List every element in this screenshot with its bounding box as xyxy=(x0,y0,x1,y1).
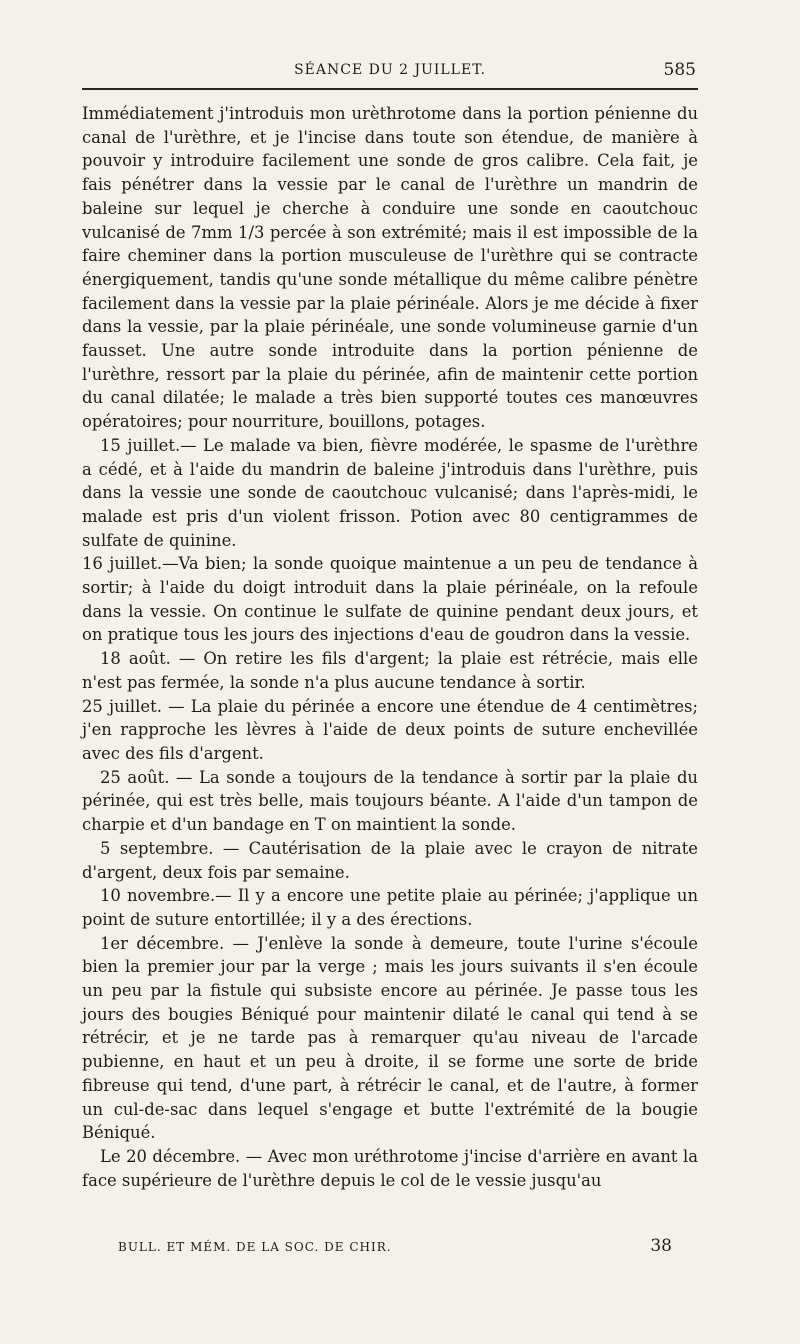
paragraph: 10 novembre.— Il y a encore une petite plaie au périnée; j'applique un point de suture entortillée; il y a des érections. xyxy=(82,886,698,929)
paragraph: 15 juillet.— Le malade va bien, fièvre modérée, le spasme de l'urèthre a cédé, et à l'aide du mandrin de baleine j'introduis dans l'urèthre, puis dans la vessie une sonde de caoutchouc vulcanisé; dans l'après-midi, le malade est pris d'un violent frisson. Potion avec 80 centigrammes de sulfate de quinine. xyxy=(82,435,698,550)
paragraph: Immédiatement j'introduis mon urèthrotome dans la portion pénienne du canal de l'urèthre, et je l'incise dans toute son étendue, de manière à pouvoir y introduire facilement une sonde de gros calibre. Cela fait, je fais pénétrer dans la vessie par le canal de l'urèthre un mandrin de baleine sur lequel je cherche à conduire une sonde en caoutchouc vulcanisé de 7mm 1/3 percée à son extrémité; mais il est impossible de la faire cheminer dans la portion musculeuse de l'urèthre qui se contracte énergiquement, tandis qu'une sonde métallique du même calibre pénètre facilement dans la vessie par la plaie périnéale. Alors je me décide à fixer dans la vessie, par la plaie périnéale, une sonde volumineuse garnie d'un fausset. Une autre sonde introduite dans la portion pénienne de l'urèthre, ressort par la plaie du périnée, afin de maintenir cette portion du canal dilatée; le malade a très bien supporté toutes ces manœuvres opératoires; pour nourriture, bouillons, potages. xyxy=(82,104,698,432)
text-body xyxy=(82,102,698,1192)
paragraph: 5 septembre. — Cautérisation de la plaie avec le crayon de nitrate d'argent, deux fois par semaine. xyxy=(82,838,698,882)
paragraph: 25 août. — La sonde a toujours de la tendance à sortir par la plaie du périnée, qui est très belle, mais toujours béante. A l'aide d'un tampon de charpie et d'un bandage en T on maintient la sonde. xyxy=(82,767,698,835)
page-number: 585 xyxy=(663,60,696,80)
paragraph: 1er décembre. — J'enlève la sonde à demeure, toute l'urine s'écoule bien la premier jour par la verge ; mais les jours suivants il s'en écoule un peu par la fistule qui subsiste encore au périnée. Je passe tous les jours des bougies Béniqué pour maintenir dilaté le canal qui tend à se rétrécir, et je ne tarde pas à remarquer qu'au niveau de l'arcade pubienne, en haut et un peu à droite, il se forme une sorte de bride fibreuse qui tend, d'une part, à rétrécir le canal, et de l'autre, à former un cul-de-sac dans lequel s'engage et butte l'extrémité de la bougie Béniqué. xyxy=(82,933,698,1143)
sheet-number: 38 xyxy=(650,1236,672,1256)
page-header xyxy=(82,52,698,90)
page-content xyxy=(82,52,698,1192)
paragraph: 18 août. — On retire les fils d'argent; la plaie est rétrécie, mais elle n'est pas fermée, la sonde n'a plus aucune tendance à sortir. xyxy=(82,649,698,692)
signature-line: BULL. ET MÉM. DE LA SOC. DE CHIR. xyxy=(118,1240,392,1254)
paragraph: Le 20 décembre. — Avec mon uréthrotome j'incise d'arrière en avant la face supérieure de l'urèthre depuis le col de le vessie jusqu'au xyxy=(82,1146,698,1190)
paragraph: 16 juillet.—Va bien; la sonde quoique maintenue a un peu de tendance à sortir; à l'aide du doigt introduit dans la plaie périnéale, on la refoule dans la vessie. On continue le sulfate de quinine pendant deux jours, et on pratique tous les jours des injections d'eau de goudron dans la vessie. xyxy=(82,554,698,645)
paragraph: 25 juillet. — La plaie du périnée a encore une étendue de 4 centimètres; j'en rapproche les lèvres à l'aide de deux points de suture enchevillée avec des fils d'argent. xyxy=(82,696,698,763)
running-head: SÉANCE DU 2 JUILLET. xyxy=(294,62,486,78)
page-footer xyxy=(118,1236,698,1264)
